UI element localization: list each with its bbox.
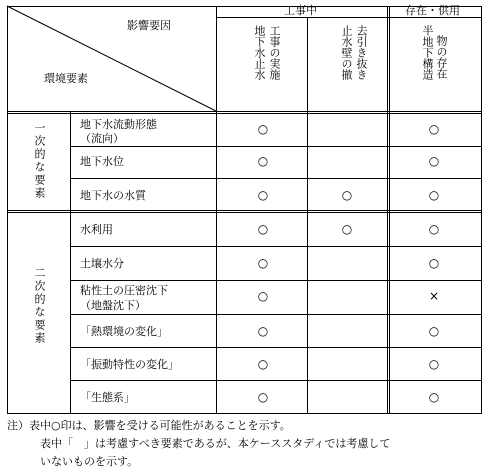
- row-mark-c2: ○: [341, 188, 353, 202]
- row-label: 地下水位: [80, 155, 124, 168]
- row-label: 粘性土の圧密沈下: [80, 284, 168, 297]
- row-mark-c3: ○: [428, 357, 440, 371]
- header-element-label: 環境要素: [44, 72, 88, 85]
- row-mark-c3: ○: [428, 222, 440, 236]
- row-label: 地下水の水質: [80, 189, 146, 202]
- row-mark-c3: ○: [428, 390, 440, 404]
- row-mark-c3: ×: [428, 289, 440, 303]
- row-sep-2: [70, 178, 482, 179]
- row-mark-c1: ○: [257, 188, 269, 202]
- header-factor-label: 影響要因: [127, 19, 171, 32]
- row-label: 土壌水分: [80, 257, 124, 270]
- header-col3-line1: 半地下構造: [421, 25, 434, 80]
- row-mark-c1: ○: [257, 122, 269, 136]
- row-sep-6: [70, 347, 482, 348]
- row-sep-5: [70, 314, 482, 315]
- header-col2-line1: 止水壁の撤: [340, 25, 353, 80]
- row-mark-c3: ○: [428, 324, 440, 338]
- row-label-sub: （地盤沈下）: [80, 299, 146, 312]
- row-sep-4: [70, 280, 482, 281]
- header-col2-line2: 去引き抜き: [355, 25, 368, 80]
- header-col1-line1: 工事の実施: [268, 25, 281, 80]
- row-label: 水利用: [80, 223, 113, 236]
- header-group-existence: 存在・供用: [405, 4, 460, 17]
- group-secondary-label: 二次的な要素: [33, 267, 46, 345]
- note-line-1: 注）表中○印は、影響を受ける可能性があることを示す。: [7, 419, 291, 432]
- row-mark-c1: ○: [257, 154, 269, 168]
- row-mark-c1: ○: [257, 256, 269, 270]
- row-label: 地下水流動形態: [80, 118, 157, 131]
- group-primary-label: 一次的な要素: [33, 122, 46, 200]
- header-col1-line2: 地下水止水: [253, 25, 266, 80]
- row-label-sub: （流向）: [80, 132, 124, 145]
- group-divider-2: [7, 212, 482, 213]
- row-mark-c2: ○: [341, 222, 353, 236]
- row-mark-c3: ○: [428, 256, 440, 270]
- header-col3-line2: 物の存在: [435, 35, 448, 79]
- table-border-bottom: [7, 413, 482, 414]
- row-mark-c1: ○: [257, 324, 269, 338]
- col-divider-group: [70, 112, 71, 414]
- group-divider: [7, 210, 482, 211]
- row-label: 「生態系」: [80, 391, 135, 404]
- row-mark-c1: ○: [257, 289, 269, 303]
- row-mark-c1: ○: [257, 390, 269, 404]
- row-mark-c1: ○: [257, 357, 269, 371]
- row-sep-3: [70, 246, 482, 247]
- header-group-construction: 工事中: [284, 4, 317, 17]
- row-label: 「熱環境の変化」: [80, 325, 168, 338]
- row-sep-7: [70, 380, 482, 381]
- note-line-3: いないものを示す。: [40, 455, 139, 468]
- row-mark-c1: ○: [257, 222, 269, 236]
- row-mark-c3: ○: [428, 122, 440, 136]
- note-line-2: 表中「 」は考慮すべき要素であるが、本ケーススタディでは考慮して: [40, 437, 391, 450]
- row-sep-1: [70, 146, 482, 147]
- header-diagonal: [0, 0, 486, 120]
- row-mark-c3: ○: [428, 154, 440, 168]
- row-label: 「振動特性の変化」: [80, 358, 179, 371]
- row-mark-c3: ○: [428, 188, 440, 202]
